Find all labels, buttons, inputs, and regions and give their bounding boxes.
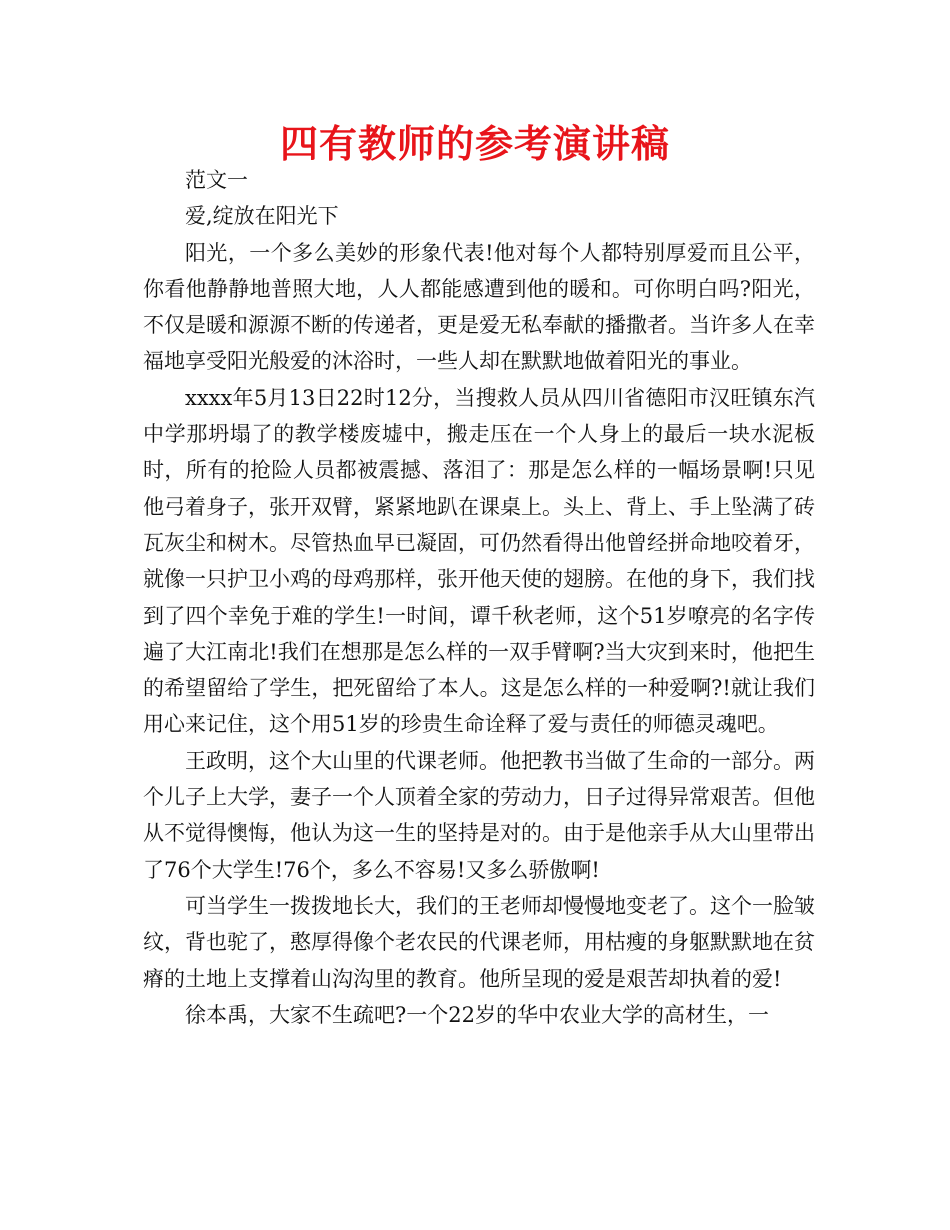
subheading-sample-one: 范文一 [185, 168, 248, 192]
subheading-love-in-sunshine: 爱,绽放在阳光下 [185, 204, 339, 229]
document-body [143, 162, 815, 1033]
paragraph-sunshine: 阳光，一个多么美妙的形象代表!他对每个人都特别厚爱而且公平，你看他静静地普照大地，人人都能感遭到他的暖和。可你明白吗?阳光，不仅是暖和源源不断的传递者，更是爱无私奉献的播撒者。当许多人在幸福地享受阳光般爱的沐浴时，一些人却在默默地做着阳光的事业。 [143, 240, 815, 374]
paragraph-tan-qianqiu: xxxx年5月13日22时12分，当搜救人员从四川省德阳市汉旺镇东汽中学那坍塌了的教学楼废墟中，搬走压在一个人身上的最后一块水泥板时，所有的抢险人员都被震撼、落泪了：那是怎么样的一幅场景啊!只见他弓着身子，张开双臂，紧紧地趴在课桌上。头上、背上、手上坠满了砖瓦灰尘和树木。尽管热血早已凝固，可仍然看得出他曾经拼命地咬着牙，就像一只护卫小鸡的母鸡那样，张开他天使的翅膀。在他的身下，我们找到了四个幸免于难的学生!一时间，谭千秋老师，这个51岁嘹亮的名字传遍了大江南北!我们在想那是怎么样的一双手臂啊?当大灾到来时，他把生的希望留给了学生，把死留给了本人。这是怎么样的一种爱啊?!就让我们用心来记住，这个用51岁的珍贵生命诠释了爱与责任的师德灵魂吧。 [143, 385, 815, 737]
document-title: 四有教师的参考演讲稿 [279, 122, 670, 166]
paragraph-wang-zhengming: 王政明，这个大山里的代课老师。他把教书当做了生命的一部分。两个儿子上大学，妻子一个人顶着全家的劳动力，日子过得异常艰苦。但他从不觉得懊悔，他认为这一生的坚持是对的。由于是他亲手从大山里带出了76个大学生!76个，多么不容易!又多么骄傲啊! [143, 748, 815, 882]
paragraph-xu-benyu: 徐本禹，大家不生疏吧?一个22岁的华中农业大学的高材生，一 [185, 1002, 769, 1027]
paragraph-teacher-aging: 可当学生一拨拨地长大，我们的王老师却慢慢地变老了。这个一脸皱纹，背也驼了，憨厚得像个老农民的代课老师，用枯瘦的身躯默默地在贫瘠的土地上支撑着山沟沟里的教育。他所呈现的爱是艰苦却执着的爱! [143, 893, 815, 991]
